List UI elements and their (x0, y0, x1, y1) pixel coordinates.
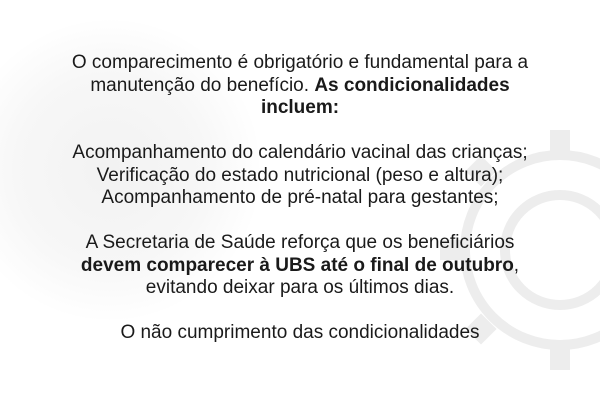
announcement-text (60, 52, 540, 367)
deadline-bold: devem comparecer à UBS até o final de outubro (80, 254, 514, 276)
paragraph-noncompliance (60, 322, 540, 345)
condition-prenatal: Acompanhamento de pré-natal para gestantes; (101, 187, 499, 208)
paragraph-requirement (60, 52, 540, 120)
deadline-intro: A Secretaria de Saúde reforça que os beneficiários (85, 232, 515, 253)
conditions-heading: As condicionalidades incluem: (260, 74, 510, 118)
requirement-text: O comparecimento é obrigatório e fundamental para a manutenção do benefício. (71, 52, 529, 96)
paragraph-deadline (60, 232, 540, 300)
noncompliance-text: O não cumprimento das condicionalidades (120, 322, 480, 343)
conditions-list (60, 142, 540, 210)
condition-nutrition: Verificação do estado nutricional (peso e altura); (96, 164, 504, 186)
deadline-outro: , evitando deixar para os últimos dias. (145, 254, 520, 298)
condition-vaccination: Acompanhamento do calendário vacinal das crianças; (72, 142, 528, 163)
